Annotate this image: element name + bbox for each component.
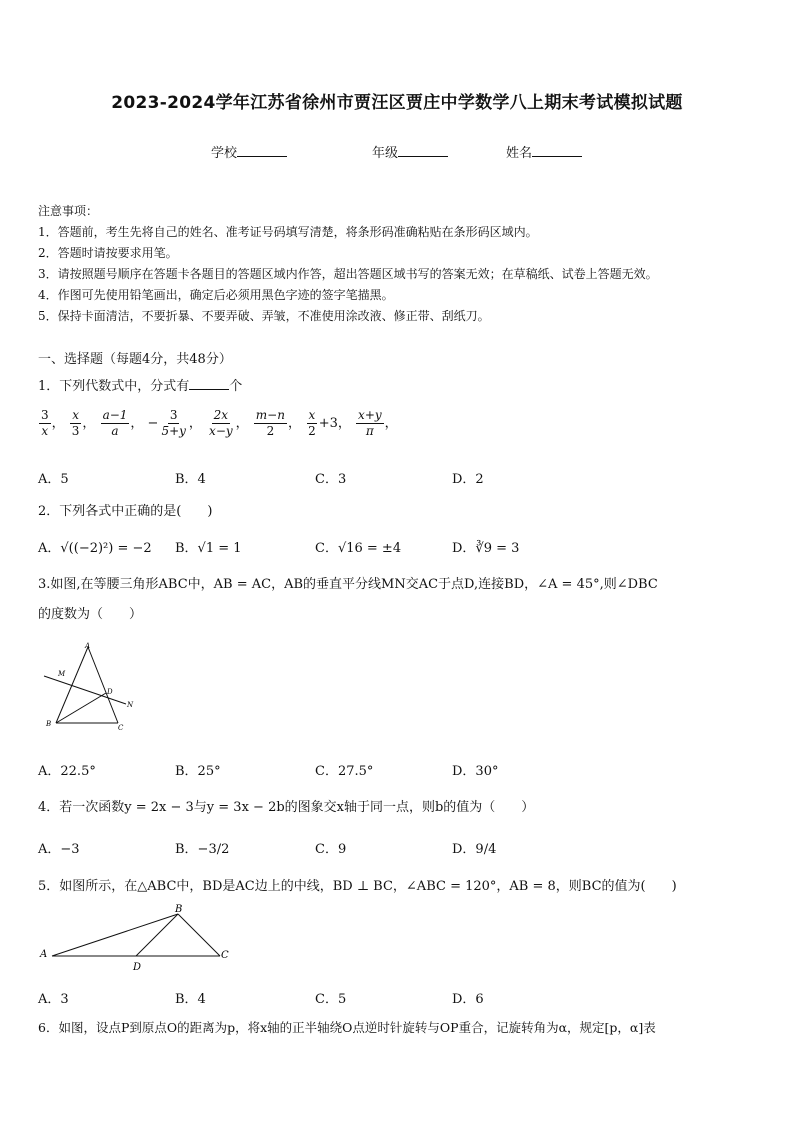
q5-side-ab [52,914,178,956]
q1-stem-tail: 个 [229,379,243,394]
q5-label-c: C [221,950,229,961]
q1-option-b: B．4 [175,472,206,487]
q3-side-ac [88,647,118,723]
q5-option-a: A．3 [38,992,69,1007]
section-heading: 一、选择题（每题4分，共48分） [38,352,232,367]
q1-stem [38,375,242,394]
q4-option-d: D．9/4 [452,842,497,857]
q5-triangle-figure [38,900,238,976]
q3-label-a: A [85,642,91,650]
q5-option-d: D．6 [452,992,484,1007]
q3-stem-line2: 的度数为（ ） [38,607,143,622]
q1-option-c: C．3 [315,472,347,487]
q4-option-a: A．−3 [38,842,80,857]
school-field [211,142,287,161]
q3-stem-line1: 3.如图,在等腰三角形ABC中，AB = AC，AB的垂直平分线MN交AC于点D,连接BD，∠A = 45°,则∠DBC [38,577,658,592]
expr-1: $\frac{3}{x}$ [41,408,49,438]
note-item-1: 1．答题前，考生先将自己的姓名、准考证号码填写清楚，将条形码准确粘贴在条形码区域内。 [38,225,538,239]
school-blank [237,144,287,157]
q1-option-d: D．2 [452,472,484,487]
expr-6: $\frac{m-n}{2}$ [255,408,285,438]
expr-7: $\frac{x}{2}$ [308,408,316,438]
q1-option-a: A．5 [38,472,69,487]
q5-label-b: B [175,904,183,915]
q3-option-d: D．30° [452,764,499,779]
q3-option-c: C．27.5° [315,764,374,779]
name-field [506,142,582,161]
grade-field [372,142,448,161]
q2-option-b: B．√1 = 1 [175,541,242,556]
q2-stem: 2．下列各式中正确的是( ) [38,504,213,519]
q3-segment-bd [56,693,106,723]
name-label: 姓名 [506,146,533,161]
q5-side-bc [178,914,220,956]
grade-blank [398,144,448,157]
q6-stem: 6．如图，设点P到原点O的距离为p，将x轴的正半轴绕O点逆时针旋转与OP重合，记旋转角为α，规定[p，α]表 [38,1020,656,1035]
expr-3: $\frac{a-1}{a}$ [102,408,128,438]
q1-stem-text: 1．下列代数式中，分式有 [38,379,190,394]
q3-option-b: B．25° [175,764,221,779]
q4-option-b: B．−3/2 [175,842,230,857]
school-label: 学校 [211,146,238,161]
expr-5: $\frac{2x}{x-y}$ [209,408,233,438]
q2-option-c: C．√16 = ±4 [315,541,402,556]
q2-option-d: D．∛9 = 3 [452,541,520,556]
q1-expressions: $\frac{3}{x}$ ， $\frac{x}{3}$ ， $\frac{a-1}{a}$ ， − $\frac{3}{5+y}$ ， $\frac{2x}{x-y}$ ， $\frac{m-n}{2}$ ， $\frac{x}{2}$ +3， $\frac{x+y}{\pi}$ ， [41,408,398,438]
q1-blank [189,377,229,390]
q3-option-a: A．22.5° [38,764,96,779]
q5-option-b: B．4 [175,992,206,1007]
q5-segment-bd [136,914,178,956]
expr-8: $\frac{x+y}{\pi}$ [358,408,382,438]
name-blank [532,144,582,157]
note-item-3: 3．请按照题号顺序在答题卡各题目的答题区域内作答，超出答题区域书写的答案无效；在草稿纸、试卷上答题无效。 [38,267,658,281]
q2-option-a: A．√((−2)²) = −2 [38,541,152,556]
notes-heading: 注意事项： [38,204,99,218]
q3-triangle-figure [38,640,138,734]
note-item-2: 2．答题时请按要求用笔。 [38,246,178,260]
q3-label-d: D [107,688,113,696]
q5-option-c: C．5 [315,992,347,1007]
note-item-4: 4．作图可先使用铅笔画出，确定后必须用黑色字迹的签字笔描黑。 [38,288,394,302]
q3-label-n: N [127,701,134,709]
q4-stem: 4．若一次函数y = 2x − 3与y = 3x − 2b的图象交x轴于同一点，则b的值为（ ） [38,800,535,815]
note-item-5: 5．保持卡面清洁，不要折暴、不要弄破、弄皱，不准使用涂改液、修正带、刮纸刀。 [38,309,490,323]
q3-label-c: C [118,724,124,732]
q3-side-ab [56,647,88,723]
q3-label-m: M [58,670,66,678]
q5-stem: 5．如图所示，在△ABC中，BD是AC边上的中线，BD ⊥ BC，∠ABC = 120°，AB = 8，则BC的值为( ) [38,879,677,894]
q5-label-a: A [40,949,48,960]
grade-label: 年级 [372,146,399,161]
q3-label-b: B [46,720,52,728]
q3-line-mn [44,676,126,704]
page-title: 2023-2024学年江苏省徐州市贾汪区贾庄中学数学八上期末考试模拟试题 [111,93,683,113]
q5-label-d: D [133,962,142,973]
expr-4: $\frac{3}{5+y}$ [161,408,186,438]
expr-2: $\frac{x}{3}$ [71,408,80,438]
q4-option-c: C．9 [315,842,347,857]
